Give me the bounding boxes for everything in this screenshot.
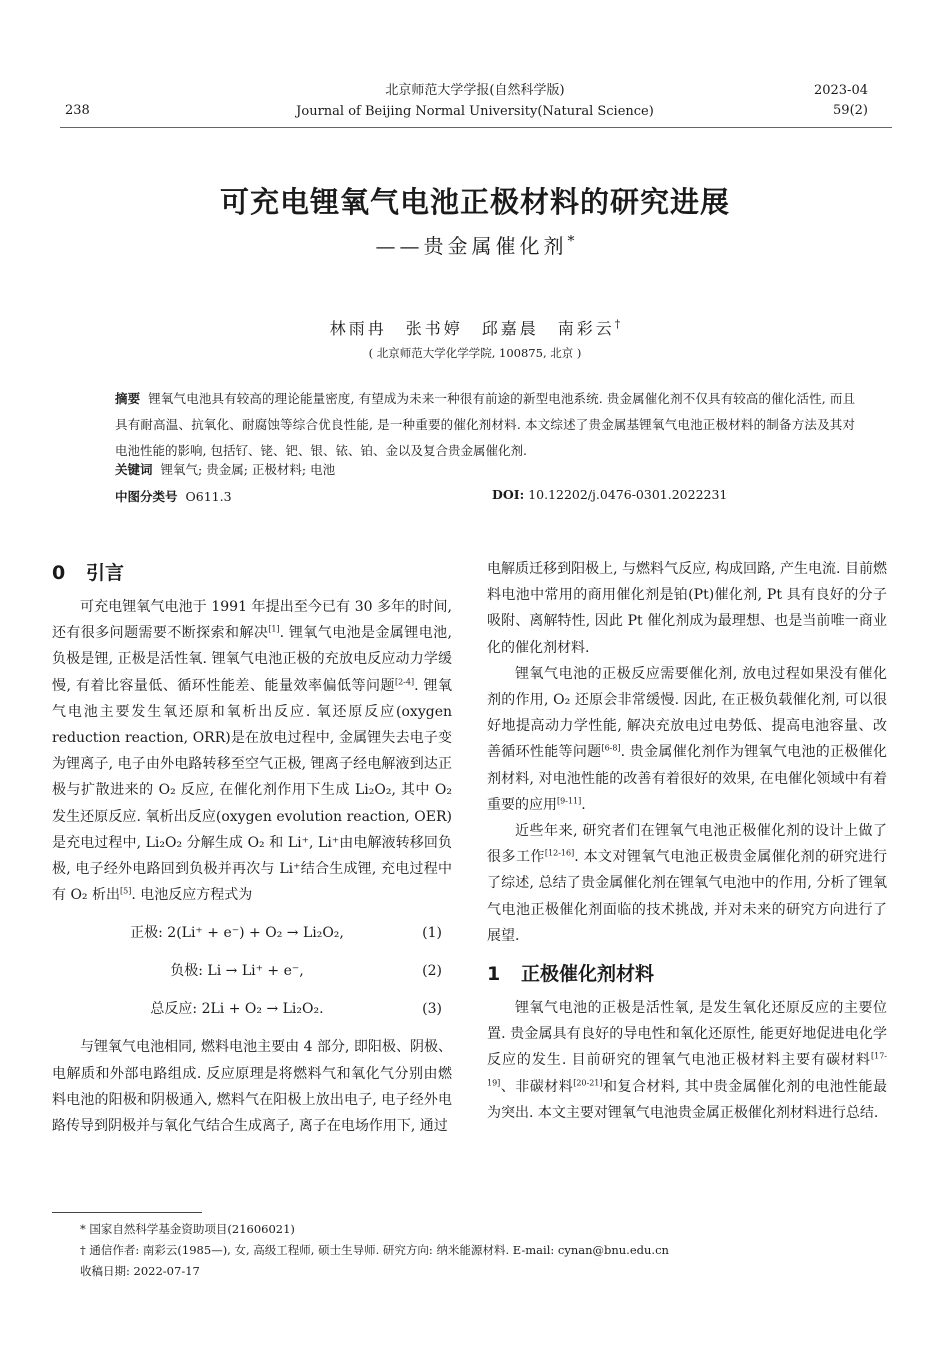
- paragraph: [52, 594, 452, 908]
- clc-value: O611.3: [185, 489, 232, 504]
- paragraph: 与锂氧气电池相同, 燃料电池主要由 4 部分, 即阳极、阴极、电解质和外部电路组成. 反应原理是将燃料气和氧化气分别由燃料电池的阳极和阴极通入, 燃料气在阳极上放出电子, 电子经外电路传导到阴极并与氧化气结合生成离子, 离子在电场作用下, 通过: [52, 1039, 452, 1135]
- equation-number: (3): [422, 1001, 442, 1018]
- issue-date: 2023-04: [813, 83, 868, 98]
- authors-text: 林雨冉 张书婷 邱嘉晨 南彩云: [329, 319, 615, 338]
- text-run: . 锂氧气电池是金属锂电池, 负极是锂, 正极是活性氧. 锂氧气电池正极的充放电反应动力学缓慢, 有着比容量低、循环性能差、能量效率偏低等问题: [52, 625, 452, 694]
- paragraph: 电解质迁移到阳极上, 与燃料气反应, 构成回路, 产生电流. 目前燃料电池中常用的商用催化剂是铂(Pt)催化剂, Pt 具有良好的分子吸附、离解特性, 因此 Pt 催化剂成为最理想、也是当前唯一商业化的催化剂材料.: [487, 561, 887, 656]
- subtitle-text: ——贵金属催化剂: [375, 234, 568, 258]
- doi: [492, 487, 727, 502]
- section-number: 0: [52, 562, 66, 584]
- footnote-received: 收稿日期: 2022-07-17: [80, 1264, 200, 1278]
- text-run: 近些年来, 研究者们在锂氧气电池正极催化剂的设计上做了很多工作: [487, 823, 887, 866]
- paragraph: [487, 818, 887, 949]
- equation-body: 负极: Li → Li⁺ + e⁻,: [170, 963, 304, 980]
- citation[interactable]: [9-11]: [557, 796, 582, 806]
- paper-subtitle: [0, 230, 950, 259]
- abstract-text: 锂氧气电池具有较高的理论能量密度, 有望成为未来一种很有前途的新型电池系统. 贵金属催化剂不仅具有较高的催化活性, 而且具有耐高温、抗氧化、耐腐蚀等综合优良性能, 是一种重要的催化剂材料. 本文综述了贵金属基锂氧气电池正极材料的制备方法及其对电池性能的影响, 包括钌、铑、钯、银、铱、铂、金以及复合贵金属催化剂.: [115, 391, 855, 458]
- keywords-text: 锂氧气; 贵金属; 正极材料; 电池: [160, 462, 336, 477]
- doi-label: DOI:: [492, 487, 525, 502]
- text-run: 、非碳材料: [500, 1078, 574, 1095]
- paragraph: [487, 661, 887, 818]
- text-run: 锂氧气电池的正极是活性氧, 是发生氧化还原反应的主要位置. 贵金属具有良好的导电性和氧化还原性, 能更好地促进电化学反应的发生. 目前研究的锂氧气电池正极材料主要有碳材料: [487, 1000, 887, 1069]
- left-column: [52, 556, 452, 1139]
- equation-3: [52, 996, 452, 1022]
- issue-info: [814, 81, 868, 121]
- fund-mark: *: [567, 233, 575, 250]
- text-run: . 电池反应方程式为: [131, 887, 253, 904]
- paper-title: 可充电锂氧气电池正极材料的研究进展: [219, 185, 730, 219]
- abstract: [115, 386, 855, 464]
- clc-label: 中图分类号: [115, 489, 178, 504]
- section-title: 引言: [86, 562, 125, 584]
- section-heading-1: [487, 957, 887, 991]
- citation[interactable]: [2-4]: [394, 676, 415, 686]
- section-number: 1: [487, 963, 501, 986]
- affiliation: ( 北京师范大学化学学院, 100875, 北京 ): [368, 346, 582, 360]
- citation[interactable]: [5]: [120, 886, 132, 896]
- footnote-fund: * 国家自然科学基金资助项目(21606021): [80, 1222, 295, 1236]
- doi-value[interactable]: 10.12202/j.0476-0301.2022231: [528, 487, 728, 502]
- keywords-label: 关键词: [115, 462, 153, 477]
- author-list: [0, 316, 950, 339]
- page-number: 238: [65, 103, 90, 118]
- journal-name-cn: 北京师范大学学报(自然科学版): [385, 83, 565, 98]
- equation-1: [52, 920, 452, 946]
- citation[interactable]: [20-21]: [573, 1078, 603, 1087]
- section-heading-intro: [52, 556, 452, 590]
- footnote-rule: [52, 1212, 202, 1213]
- text-run: 和复合材料, 其中贵金属催化剂的电池性能最为突出. 本文主要对锂氧气电池贵金属正极催化剂材料进行总结.: [487, 1078, 888, 1121]
- volume-issue: 59(2): [833, 103, 868, 118]
- section-title: 正极催化剂材料: [521, 963, 655, 986]
- equation-2: [52, 958, 452, 984]
- paragraph: [487, 995, 887, 1126]
- text-run: . 锂氧气电池主要发生氧还原和氧析出反应. 氧还原反应(oxygen reduction reaction, ORR)是在放电过程中, 金属锂失去电子变为锂离子, 电子由外电路转移至空气正极, 锂离子经电解液到达正极与扩散进来的 O₂ 反应, 在催化剂作用下生成 Li₂O₂, 其中 O₂ 发生还原反应. 氧析出反应(oxygen evolution reaction, OER)是充电过程中, Li₂O₂ 分解生成 O₂ 和 Li⁺, Li⁺由电解液转移回负极, 电子经外电路回到负极并再次与 Li⁺结合生成锂, 充电过程中有 O₂ 析出: [52, 677, 452, 904]
- text-run: . 本文对锂氧气电池正极贵金属催化剂的研究进行了综述, 总结了贵金属催化剂在锂氧气电池中的作用, 分析了锂氧气电池正极催化剂面临的技术挑战, 并对未来的研究方向进行了展望.: [487, 849, 887, 944]
- citation[interactable]: [1]: [268, 624, 280, 634]
- journal-name-en: Journal of Beijing Normal University(Natural Science): [296, 104, 654, 119]
- header-rule: [60, 127, 892, 128]
- equation-number: (2): [422, 963, 442, 980]
- text-run: 可充电锂氧气电池于 1991 年提出至今已有 30 多年的时间, 还有很多问题需要不断探索和解决: [52, 599, 452, 642]
- footnote-corresponding: † 通信作者: 南彩云(1985—), 女, 高级工程师, 硕士生导师. 研究方向: 纳米能源材料. E-mail: cynan@bnu.edu.cn: [80, 1243, 669, 1257]
- journal-header: [0, 80, 950, 122]
- equation-number: (1): [422, 925, 442, 942]
- equation-body: 总反应: 2Li + O₂ → Li₂O₂.: [150, 1001, 324, 1018]
- text-run: .: [581, 796, 586, 813]
- corresponding-mark: †: [614, 317, 621, 331]
- abstract-label: 摘要: [115, 391, 141, 406]
- text-run: 锂氧气电池的正极反应需要催化剂, 放电过程如果没有催化剂的作用, O₂ 还原会非常缓慢. 因此, 在正极负载催化剂, 可以很好地提高动力学性能, 解决充放电过电势低、提高电池容量、改善循环性能等问题: [487, 665, 887, 761]
- citation[interactable]: [6-8]: [601, 743, 621, 753]
- right-column: [487, 556, 887, 1126]
- citation[interactable]: [17-19]: [487, 1051, 887, 1087]
- keywords: [115, 460, 335, 478]
- citation[interactable]: [12-16]: [544, 848, 575, 858]
- text-run: . 贵金属催化剂作为锂氧气电池的正极催化剂材料, 对电池性能的改善有着很好的效果, 在电催化领域中有着重要的应用: [487, 744, 887, 813]
- equation-body: 正极: 2(Li⁺ + e⁻) + O₂ → Li₂O₂,: [130, 925, 344, 942]
- classification: [115, 487, 232, 505]
